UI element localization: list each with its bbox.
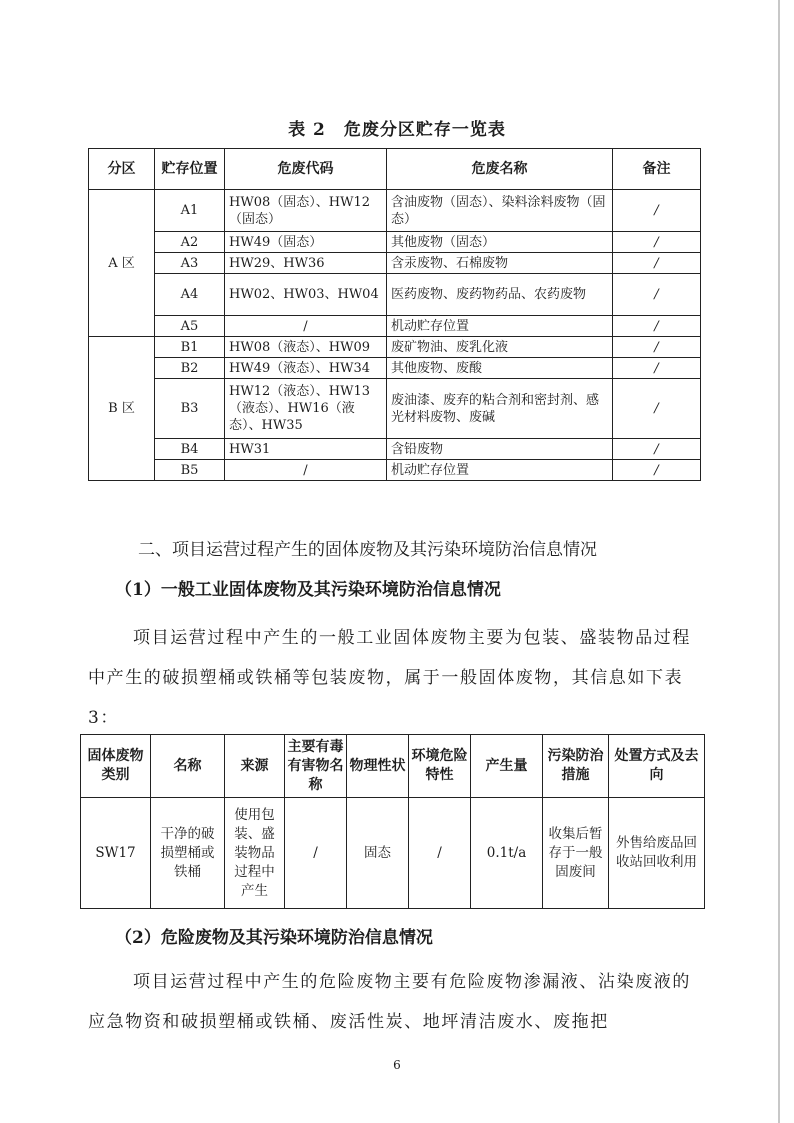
position-cell: B2 xyxy=(155,358,225,379)
note-cell: / xyxy=(613,232,701,253)
table-row xyxy=(89,358,701,379)
header-cell: 物理性状 xyxy=(347,735,409,798)
page-edge-line xyxy=(778,0,780,1123)
body-paragraph: 项目运营过程中产生的一般工业固体废物主要为包装、盛装物品过程中产生的破损塑桶或铁桶等包装废物，属于一般固体废物，其信息如下表 3： xyxy=(88,628,691,728)
code-cell: HW02、HW03、HW04 xyxy=(225,274,387,316)
subsection-heading: （2）危险废物及其污染环境防治信息情况 xyxy=(115,928,433,948)
table-row xyxy=(89,439,701,460)
header-cell: 危废代码 xyxy=(225,149,387,190)
zone-cell: B 区 xyxy=(89,337,155,481)
note-cell: / xyxy=(613,316,701,337)
header-cell: 危废名称 xyxy=(387,149,613,190)
code-cell: HW49（固态） xyxy=(225,232,387,253)
code-cell: HW08（固态）、HW12（固态） xyxy=(225,190,387,232)
note-cell: / xyxy=(613,439,701,460)
header-cell: 名称 xyxy=(151,735,225,798)
subsection-heading: （1）一般工业固体废物及其污染环境防治信息情况 xyxy=(115,580,501,600)
table-row xyxy=(89,274,701,316)
name-cell: 含铅废物 xyxy=(387,439,613,460)
name-cell: 废矿物油、废乳化液 xyxy=(387,337,613,358)
table2-title: 表 2 危废分区贮存一览表 xyxy=(288,120,506,140)
table-row xyxy=(89,190,701,232)
body-paragraph: 项目运营过程中产生的危险废物主要有危险废物渗漏液、沾染废液的应急物资和破损塑桶或铁桶、废活性炭、地坪清洁废水、废拖把 xyxy=(88,972,691,1032)
name-cell: 含油废物（固态）、染料涂料废物（固态） xyxy=(387,190,613,232)
position-cell: B5 xyxy=(155,460,225,481)
table-row xyxy=(89,337,701,358)
zone-cell: A 区 xyxy=(89,190,155,337)
table-cell: SW17 xyxy=(81,798,151,909)
table-row xyxy=(89,316,701,337)
note-cell: / xyxy=(613,460,701,481)
header-cell: 备注 xyxy=(613,149,701,190)
table-row xyxy=(89,379,701,439)
header-cell: 产生量 xyxy=(471,735,543,798)
position-cell: B4 xyxy=(155,439,225,460)
code-cell: HW29、HW36 xyxy=(225,253,387,274)
position-cell: B3 xyxy=(155,379,225,439)
table-row xyxy=(89,253,701,274)
table-cell: 干净的破损塑桶或铁桶 xyxy=(151,798,225,909)
name-cell: 机动贮存位置 xyxy=(387,316,613,337)
note-cell: / xyxy=(613,337,701,358)
name-cell: 含汞废物、石棉废物 xyxy=(387,253,613,274)
position-cell: A1 xyxy=(155,190,225,232)
page-number: 6 xyxy=(393,1058,401,1072)
table-cell: 0.1t/a xyxy=(471,798,543,909)
note-cell: / xyxy=(613,274,701,316)
name-cell: 其他废物（固态） xyxy=(387,232,613,253)
position-cell: A2 xyxy=(155,232,225,253)
position-cell: B1 xyxy=(155,337,225,358)
header-cell: 环境危险特性 xyxy=(409,735,471,798)
header-cell: 来源 xyxy=(225,735,285,798)
code-cell: HW12（液态）、HW13（液态）、HW16（液态）、HW35 xyxy=(225,379,387,439)
note-cell: / xyxy=(613,379,701,439)
table-row xyxy=(81,798,705,909)
header-cell: 贮存位置 xyxy=(155,149,225,190)
general-solid-waste-table xyxy=(80,734,705,909)
note-cell: / xyxy=(613,253,701,274)
name-cell: 医药废物、废药物药品、农药废物 xyxy=(387,274,613,316)
header-cell: 主要有毒有害物名称 xyxy=(285,735,347,798)
hazardous-waste-zone-table xyxy=(88,148,701,481)
header-cell: 分区 xyxy=(89,149,155,190)
table-header-row xyxy=(89,149,701,190)
header-cell: 固体废物类别 xyxy=(81,735,151,798)
header-cell: 污染防治措施 xyxy=(543,735,609,798)
position-cell: A3 xyxy=(155,253,225,274)
code-cell: / xyxy=(225,460,387,481)
header-cell: 处置方式及去向 xyxy=(609,735,705,798)
table-header-row xyxy=(81,735,705,798)
note-cell: / xyxy=(613,358,701,379)
table-cell: 固态 xyxy=(347,798,409,909)
name-cell: 废油漆、废弃的粘合剂和密封剂、感光材料废物、废碱 xyxy=(387,379,613,439)
code-cell: HW49（液态）、HW34 xyxy=(225,358,387,379)
section-heading: 二、项目运营过程产生的固体废物及其污染环境防治信息情况 xyxy=(138,540,597,560)
table-cell: / xyxy=(285,798,347,909)
position-cell: A5 xyxy=(155,316,225,337)
table-cell: 收集后暂存于一般固废间 xyxy=(543,798,609,909)
code-cell: HW08（液态）、HW09 xyxy=(225,337,387,358)
table-cell: / xyxy=(409,798,471,909)
code-cell: / xyxy=(225,316,387,337)
position-cell: A4 xyxy=(155,274,225,316)
name-cell: 机动贮存位置 xyxy=(387,460,613,481)
note-cell: / xyxy=(613,190,701,232)
code-cell: HW31 xyxy=(225,439,387,460)
table-row xyxy=(89,232,701,253)
table-row xyxy=(89,460,701,481)
name-cell: 其他废物、废酸 xyxy=(387,358,613,379)
table-cell: 外售给废品回收站回收利用 xyxy=(609,798,705,909)
table-cell: 使用包装、盛装物品过程中产生 xyxy=(225,798,285,909)
